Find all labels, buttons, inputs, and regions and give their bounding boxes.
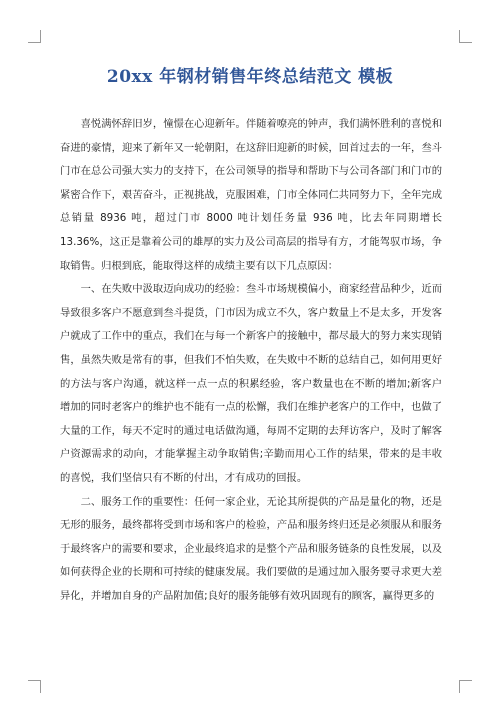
document-body bbox=[60, 113, 442, 608]
paragraph-section-1: 一、在失败中汲取迈向成功的经验：叁斗市场规模偏小，商家经营品种少，近而导致很多客户不愿意到叁斗提货，门市因为成立不久，客户数量上不是太多，开发客户就成了工作中的重点，我们在与每一个新客户的接触中，都尽最大的努力来实现销售，虽然失败是常有的事，但我们不怕失败，在失败中不断的总结自己，如何用更好的方法与客户沟通，就这样一点一点的积累经验，客户数量也在不断的增加;新客户增加的同时老客户的维护也不能有一点的松懈，我们在维护老客户的工作中，也做了大量的工作，每天不定时的通过电话做沟通，每周不定期的去拜访客户，及时了解客户资源需求的动向，才能掌握主动争取销售;辛勤而用心工作的结果，带来的是丰收的喜悦，我们坚信只有不断的付出，才有成功的回报。 bbox=[60, 283, 442, 484]
document-title: 20xx 年钢材销售年终总结范文 模板 bbox=[106, 67, 394, 87]
crop-mark-bottom-right bbox=[459, 680, 472, 693]
crop-mark-bottom-left bbox=[28, 680, 41, 693]
paragraph-intro: 喜悦满怀辞旧岁，憧憬在心迎新年。伴随着嘹亮的钟声，我们满怀胜利的喜悦和奋进的豪情，迎来了新年又一轮朝阳，在这辞旧迎新的时候，回首过去的一年，叁斗门市在总公司强大实力的支持下，在公司领导的指导和帮助下与公司各部门和门市的紧密合作下，艰苦奋斗，正视挑战，克服困难，门市全体同仁共同努力下，全年完成总销量 8936 吨，超过门市 8000 吨计划任务量 936 吨，比去年同期增长 13.36%，这正是靠着公司的雄厚的实力及公司高层的指导有方，才能驾驭市场，争取销售。归根到底，能取得这样的成绩主要有以下几点原因： bbox=[60, 118, 442, 272]
crop-mark-top-left bbox=[28, 30, 41, 43]
paragraph-section-2: 二、服务工作的重要性：任何一家企业，无论其所提供的产品是量化的物，还是无形的服务，最终都将受到市场和客户的检验，产品和服务终归还是必须服从和服务于最终客户的需要和要求，企业最终追求的是整个产品和服务链条的良性发展，以及如何获得企业的长期和可持续的健康发展。我们要做的是通过加入服务要寻求更大差异化，并增加自身的产品附加值;良好的服务能够有效巩固现有的顾客，赢得更多的 bbox=[60, 495, 442, 602]
crop-mark-top-right bbox=[459, 30, 472, 43]
